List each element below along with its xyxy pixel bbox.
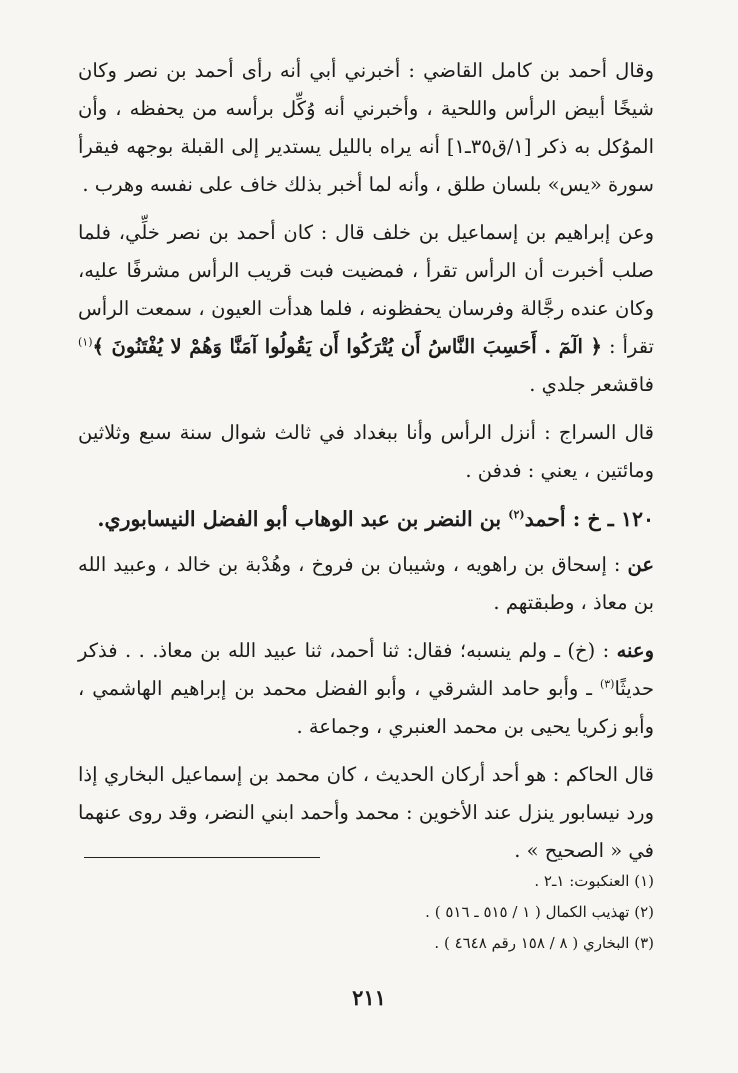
entry-number-name: ١٢٠ ـ خ : أحمد [524, 507, 654, 531]
teachers-text: : إسحاق بن راهويه ، وشيبان بن فروخ ، وهُدْبة بن خالد ، وعبيد الله بن معاذ ، وطبقتهم . [78, 553, 654, 614]
footnote-1: (١) العنكبوت: ١ـ٢ . [534, 872, 654, 890]
footnote-ref-1: (١) [78, 335, 93, 349]
paragraph-hakim: قال الحاكم : هو أحد أركان الحديث ، كان محمد بن إسماعيل البخاري إذا ورد نيسابور ينزل عند الأخوين : محمد وأحمد ابني النضر، وقد روى عنهما في « الصحيح » . [78, 763, 654, 862]
paragraph-text: وعن إبراهيم بن إسماعيل بن خلف قال : كان أحمد بن نصر خلِّي، فلما صلب أخبرت أن الرأس تقرأ ، فمضيت فبت قريب الرأس مشرفًا عليه، وكان عنده رجَّالة وفرسان يحفظونه ، فلما هدأت العيون ، سمعت الرأس تقرأ : [78, 221, 654, 358]
students-text: : (خ) ـ ولم ينسبه؛ فقال: ثنا أحمد، ثنا عبيد الله بن معاذ. . . فذكر حديثًا [78, 639, 654, 700]
paragraph-teachers [78, 546, 654, 622]
paragraph-siraj: قال السراج : أنزل الرأس وأنا ببغداد في ثالث شوال سنة سبع وثلاثين ومائتين ، يعني : فدفن . [78, 421, 654, 482]
label-anhu: وعنه [616, 639, 654, 662]
footnote-2: (٢) تهذيب الكمال ( ١ / ٥١٥ ـ ٥١٦ ) . [425, 903, 654, 921]
page-number: ٢١١ [352, 985, 386, 1010]
paragraph-ibrahim-ibn-ismail [78, 214, 654, 404]
paragraph-ahmad-ibn-kamil: وقال أحمد بن كامل القاضي : أخبرني أبي أنه رأى أحمد بن نصر وكان شيخًا أبيض الرأس واللحية ، وأخبرني أنه وُكِّل برأسه من يحفظه ، وأن الموُكل به ذكر [١/ق٣٥ـ١] أنه يراه بالليل يستدير إلى القبلة بوجهه فيقرأ سورة «يس» بلسان طلق ، وأنه لما أخبر بذلك خاف على نفسه وهرب . [78, 59, 654, 196]
footnote-ref-2: (٢) [508, 508, 525, 522]
footnote-divider [84, 857, 320, 858]
entry-heading [78, 500, 654, 538]
students-text-rest: ـ وأبو حامد الشرقي ، وأبو الفضل محمد بن إبراهيم الهاشمي ، وأبو زكريا يحيى بن محمد العنبري ، وجماعة . [78, 677, 654, 738]
paragraph-students [78, 632, 654, 746]
label-an: عن [627, 553, 655, 576]
footnote-3: (٣) البخاري ( ٨ / ١٥٨ رقم ٤٦٤٨ ) . [434, 934, 654, 952]
footnotes [84, 866, 654, 959]
main-text [78, 52, 654, 880]
footnote-ref-3: (٣) [599, 677, 615, 691]
paragraph-text: فاقشعر جلدي . [529, 373, 654, 396]
quran-verse: ﴿ الٓمٓ . أَحَسِبَ النَّاسُ أَن يُتْرَكُوا أَن يَقُولُوا آمَنَّا وَهُمْ لا يُفْتَنُونَ ﴾ [92, 335, 602, 358]
entry-name-rest: بن النضر بن عبد الوهاب أبو الفضل النيسابوري. [97, 507, 502, 531]
